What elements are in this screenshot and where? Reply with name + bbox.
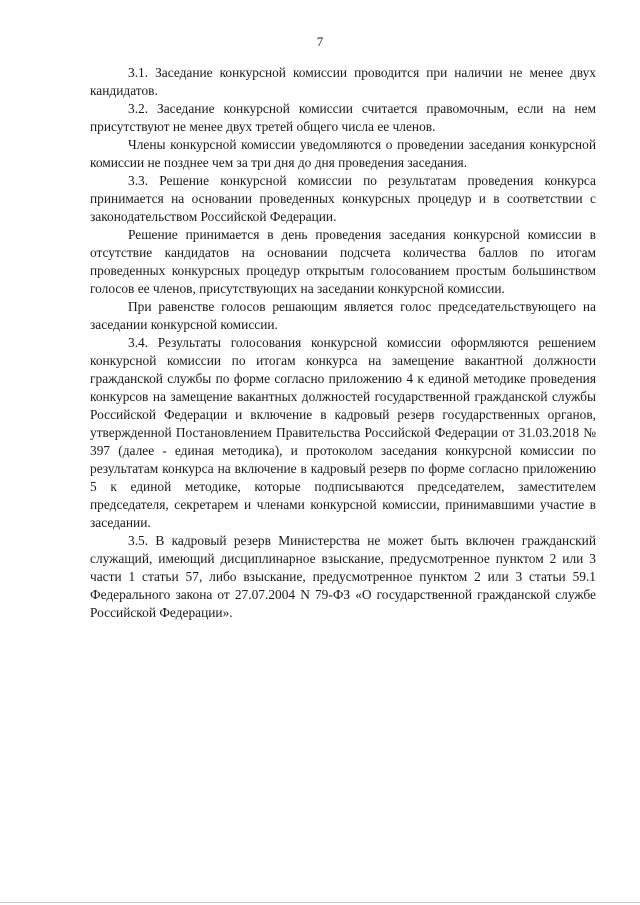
paragraph-3-2: 3.2. Заседание конкурсной комиссии считается правомочным, если на нем присутствуют не менее двух третей общего числа ее членов. [90, 101, 596, 134]
page-number: 7 [316, 34, 324, 49]
paragraph-decision: Решение принимается в день проведения заседания конкурсной комиссии в отсутствие кандидатов на основании подсчета количества баллов по итогам проведенных конкурсных процедур открытым голосованием простым большинством голосов ее членов, присутствующих на заседании конкурсной комиссии. [90, 227, 596, 296]
paragraph-3-4: 3.4. Результаты голосования конкурсной комиссии оформляются решением конкурсной комиссии по итогам конкурса на замещение вакантной должности гражданской службы по форме согласно приложению 4 к единой методике проведения конкурсов на замещение вакантных должностей государственной гражданской службы Российской Федерации и включение в кадровый резерв государственных органов, утвержденной Постановлением Правительства Российской Федерации от 31.03.2018 № 397 (далее - единая методика), и протоколом заседания конкурсной комиссии по результатам конкурса на включение в кадровый резерв по форме согласно приложению 5 к единой методике, которые подписываются председателем, заместителем председателя, секретарем и членами конкурсной комиссии, принимавшими участие в заседании. [90, 335, 596, 530]
paragraph-3-5: 3.5. В кадровый резерв Министерства не может быть включен гражданский служащий, имеющий дисциплинарное взыскание, предусмотренное пунктом 2 или 3 части 1 статьи 57, либо взыскание, предусмотренное пунктом 2 или 3 статьи 59.1 Федерального закона от 27.07.2004 N 79-ФЗ «О государственной гражданской службе Российской Федерации». [90, 533, 596, 620]
paragraph-notification: Члены конкурсной комиссии уведомляются о проведении заседания конкурсной комиссии не позднее чем за три дня до дня проведения заседания. [90, 137, 596, 170]
paragraph-3-1: 3.1. Заседание конкурсной комиссии проводится при наличии не менее двух кандидатов. [90, 65, 596, 98]
paragraph-3-3: 3.3. Решение конкурсной комиссии по результатам проведения конкурса принимается на основании проведенных конкурсных процедур и в соответствии с законодательством Российской Федерации. [90, 173, 596, 224]
document-body [90, 64, 596, 622]
page-bottom-edge [0, 902, 640, 903]
paragraph-tie-vote: При равенстве голосов решающим является голос председательствующего на заседании конкурсной комиссии. [90, 299, 596, 332]
